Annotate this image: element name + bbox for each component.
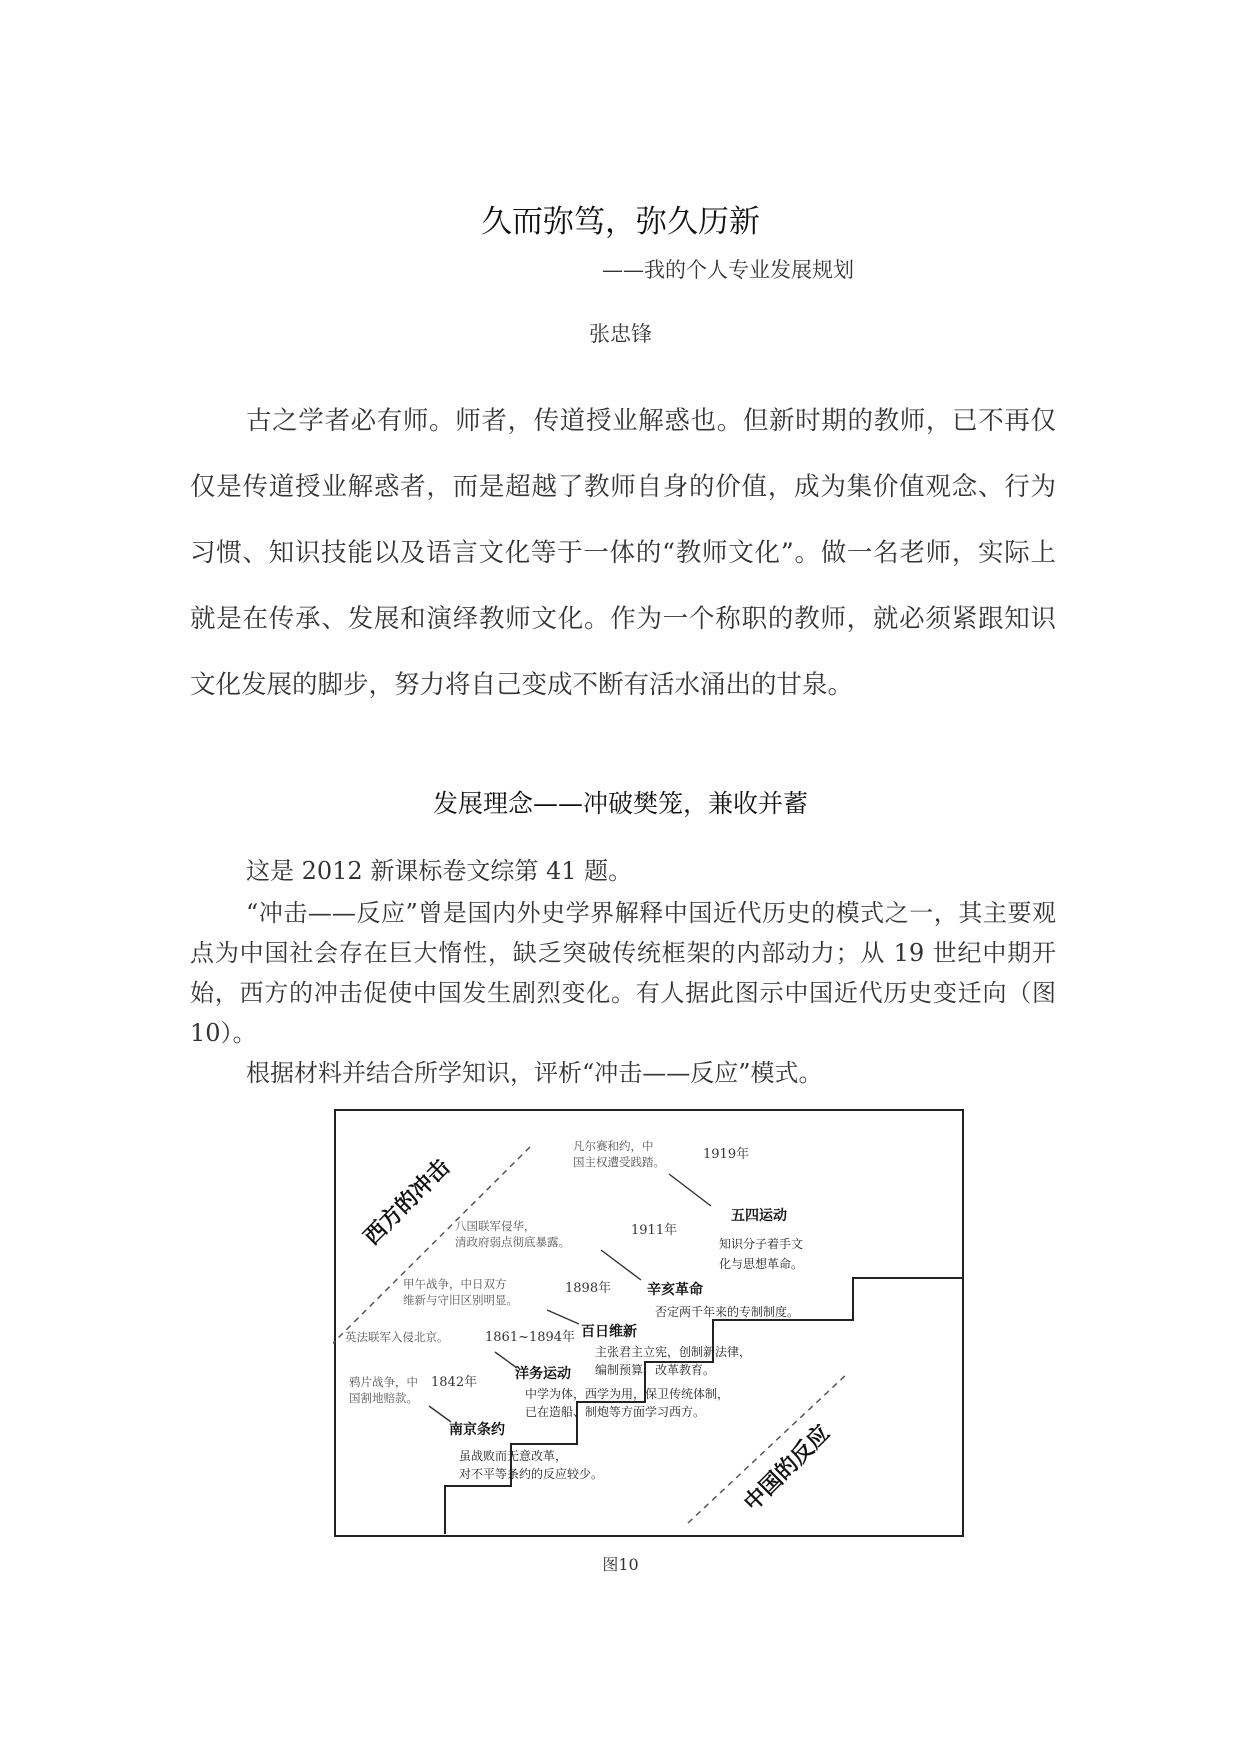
china-response-label: 中国的反应	[739, 1420, 836, 1517]
step-cause-line: 国主权遭受践踏。	[573, 1155, 665, 1169]
question-prompt: 根据材料并结合所学知识，评析“冲击——反应”模式。	[246, 1059, 823, 1087]
step-arrow	[669, 1174, 711, 1206]
step-cause-line: 英法联军入侵北京。	[345, 1330, 449, 1344]
step-arrow	[429, 1406, 451, 1422]
history-staircase-figure	[333, 1108, 965, 1538]
figure-caption: 图10	[602, 1555, 639, 1574]
step-year: 1911年	[631, 1223, 678, 1238]
step-response-line: 编制预算，改革教育。	[595, 1363, 716, 1377]
step-year: 1861~1894年	[485, 1330, 576, 1345]
step-response-line: 虽战败而无意改革，	[459, 1449, 568, 1463]
step-response-line: 主张君主立宪，创制新法律，	[595, 1345, 752, 1359]
step-year: 1842年	[431, 1375, 478, 1390]
step-year: 1919年	[703, 1147, 750, 1162]
step-response-line: 已在造船、制炮等方面学习西方。	[525, 1405, 706, 1419]
step-event: 五四运动	[731, 1208, 787, 1224]
step-cause-line: 凡尔赛和约，中	[573, 1139, 654, 1153]
step-cause-line: 鸦片战争，中	[349, 1375, 418, 1389]
step-cause-line: 国割地赔款。	[349, 1391, 418, 1405]
step-response-line: 否定两千年来的专制制度。	[655, 1305, 800, 1319]
author-name: 张忠锋	[589, 322, 652, 346]
step-arrow	[495, 1352, 517, 1368]
step-cause-line: 维新与守旧区别明显。	[403, 1293, 518, 1307]
page-subtitle: ——我的个人专业发展规划	[602, 258, 854, 282]
page-title: 久而弥笃，弥久历新	[481, 204, 760, 240]
step-event: 洋务运动	[515, 1366, 571, 1382]
step-cause-line: 清政府弱点彻底暴露。	[455, 1235, 570, 1249]
step-cause-line: 八国联军侵华，	[455, 1219, 536, 1233]
intro-paragraph: 古之学者必有师。师者，传道授业解惑也。但新时期的教师，已不再仅仅是传道授业解惑者，而是超越了教师自身的价值，成为集价值观念、行为习惯、知识技能以及语言文化等于一体的“教师文化”。做一名老师，实际上就是在传承、发展和演绎教师文化。作为一个称职的教师，就必须紧跟知识文化发展的脚步，努力将自己变成不断有活水涌出的甘泉。	[190, 406, 1056, 700]
question-material: “冲击——反应”曾是国内外史学界解释中国近代历史的模式之一，其主要观点为中国社会存在巨大惰性，缺乏突破传统框架的内部动力；从 19 世纪中期开始，西方的冲击促使中国发生剧烈变化。有人据此图示中国近代历史变迁向（图 10）。	[190, 899, 1056, 1047]
step-cause-line: 甲午战争，中日双方	[403, 1277, 507, 1291]
question-source: 这是 2012 新课标卷文综第 41 题。	[246, 857, 633, 885]
section-heading: 发展理念——冲破樊笼，兼收并蓄	[432, 789, 808, 818]
west-impact-label: 西方的冲击	[359, 1154, 456, 1251]
step-event: 辛亥革命	[647, 1282, 703, 1298]
step-response-line: 对不平等条约的反应较少。	[459, 1467, 604, 1481]
step-event: 百日维新	[581, 1324, 637, 1340]
step-response-line: 化与思想革命。	[719, 1257, 804, 1271]
step-arrow	[547, 1310, 579, 1324]
step-event: 南京条约	[449, 1422, 505, 1438]
step-year: 1898年	[565, 1281, 612, 1296]
step-arrow	[601, 1250, 641, 1280]
step-response-line: 中学为体，西学为用，保卫传统体制，	[525, 1387, 730, 1401]
step-response-line: 知识分子着手文	[719, 1237, 804, 1251]
